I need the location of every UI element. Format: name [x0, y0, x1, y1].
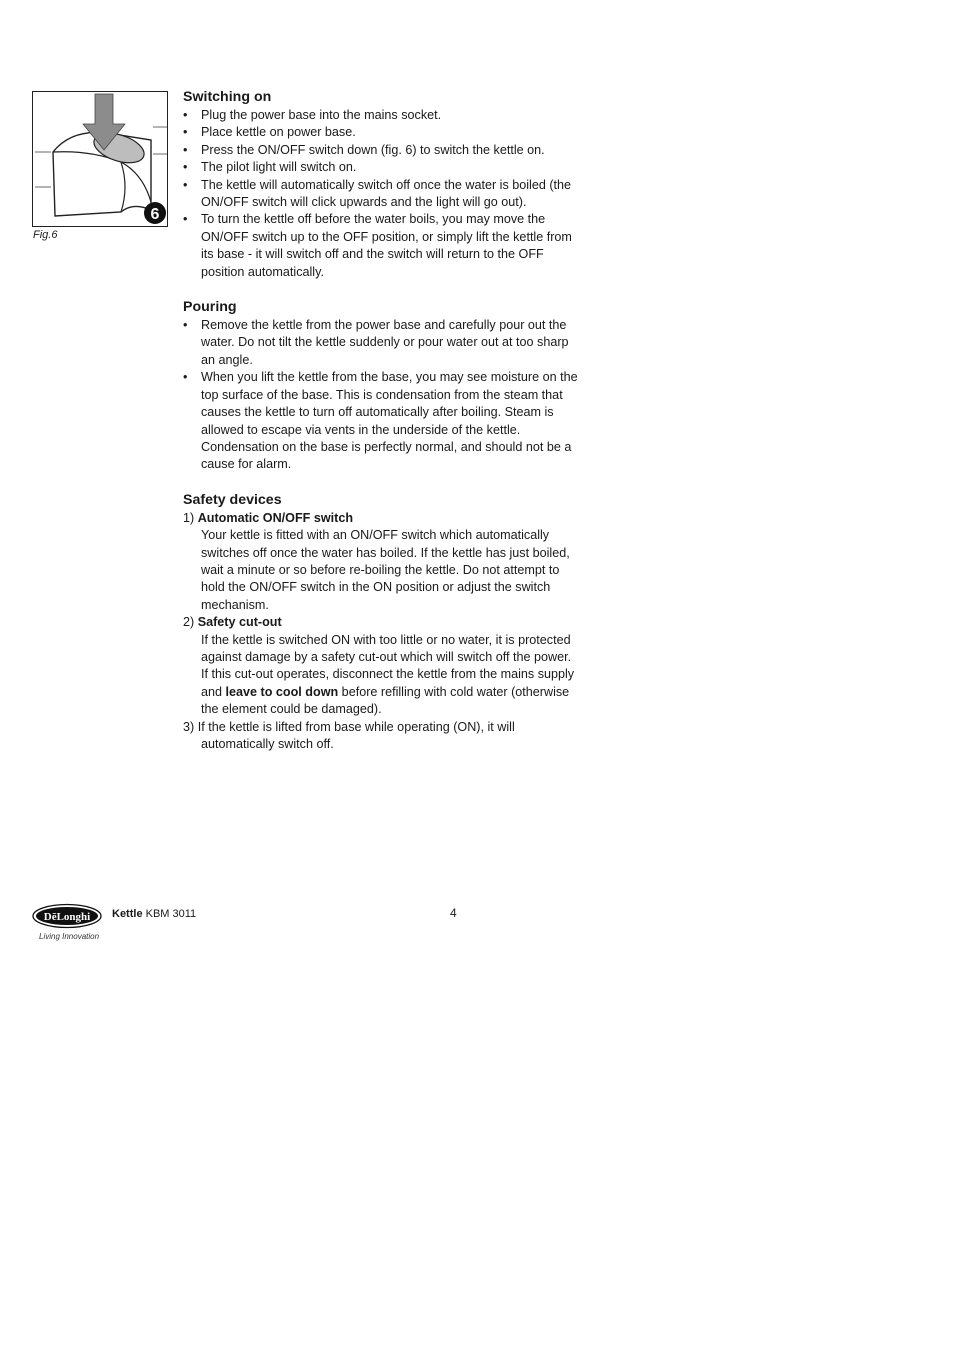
page-footer: [32, 903, 592, 943]
safety-item-1-text: Your kettle is fitted with an ON/OFF switch which automatically switches off once the water has boiled. If the kettle has just boiled, wait a minute or so before re-boiling the kettle. Do not attempt to hold the ON/OFF switch in the ON position or adjust the switch mechanism.: [201, 528, 570, 612]
text-span: If this cut-out operates, disconnect the kettle from the mains supply and: [201, 667, 575, 699]
emphasis-text: leave to cool down: [225, 684, 339, 699]
list-item: • To turn the kettle off before the water boils, you may move the ON/OFF switch up to the OFF position, or simply lift the kettle from its base - it will switch off and the switch will return to the OFF position automatically.: [183, 211, 583, 281]
item-number: 2): [183, 615, 195, 630]
model-number: KBM 3011: [142, 908, 197, 920]
safety-item-2-text-continued: [183, 666, 583, 718]
safety-item-3: 3) If the kettle is lifted from base while operating (ON), it will automatically switch off.: [183, 719, 515, 751]
safety-item-1-heading: [183, 510, 583, 527]
brand-name: DēLonghi: [43, 911, 91, 923]
product-name: Kettle: [112, 908, 143, 920]
item-number: 1): [183, 510, 195, 525]
delonghi-logo: [32, 903, 102, 934]
item-title: Automatic ON/OFF switch: [197, 510, 354, 525]
main-content: [183, 88, 583, 753]
figure-number-badge: 6: [150, 206, 160, 223]
list-item: • The pilot light will switch on.: [183, 159, 583, 176]
brand-tagline: Living Innovation: [39, 932, 100, 941]
list-item: • When you lift the kettle from the base, you may see moisture on the top surface of the base. This is condensation from the steam that causes the kettle to turn off automatically after boiling. Steam is allowed to escape via vents in the underside of the kettle. Condensation on the base is perfectly normal, and should not be a cause for alarm.: [183, 369, 583, 473]
page-number: 4: [450, 906, 457, 920]
list-item: • Press the ON/OFF switch down (fig. 6) to switch the kettle on.: [183, 142, 583, 159]
section-switching-on: [183, 88, 583, 281]
section-pouring: [183, 298, 583, 474]
figure-6-illustration: [32, 91, 168, 227]
section-title: Switching on: [183, 89, 272, 105]
bullet-list: [183, 317, 583, 474]
figure-caption: Fig.6: [33, 229, 58, 241]
item-title: Safety cut-out: [197, 615, 282, 630]
text-span: before refilling with cold water (otherwise the element could be damaged).: [201, 684, 570, 717]
list-item: • Place kettle on power base.: [183, 124, 583, 141]
product-model: [112, 908, 196, 920]
list-item: • Plug the power base into the mains socket.: [183, 107, 583, 124]
section-safety-devices: [183, 491, 583, 754]
section-title: Safety devices: [183, 491, 282, 508]
safety-item-2-heading: [183, 614, 583, 631]
safety-item-2-text: If the kettle is switched ON with too little or no water, it is protected against damage by a safety cut-out which will switch off the power.: [201, 632, 572, 664]
list-item: • Remove the kettle from the power base and carefully pour out the water. Do not tilt the kettle suddenly or pour water out at too sharp an angle.: [183, 317, 583, 369]
list-item: • The kettle will automatically switch off once the water is boiled (the ON/OFF switch will click upwards and the light will go out).: [183, 177, 583, 212]
bullet-list: [183, 107, 583, 281]
section-title: Pouring: [183, 299, 237, 316]
